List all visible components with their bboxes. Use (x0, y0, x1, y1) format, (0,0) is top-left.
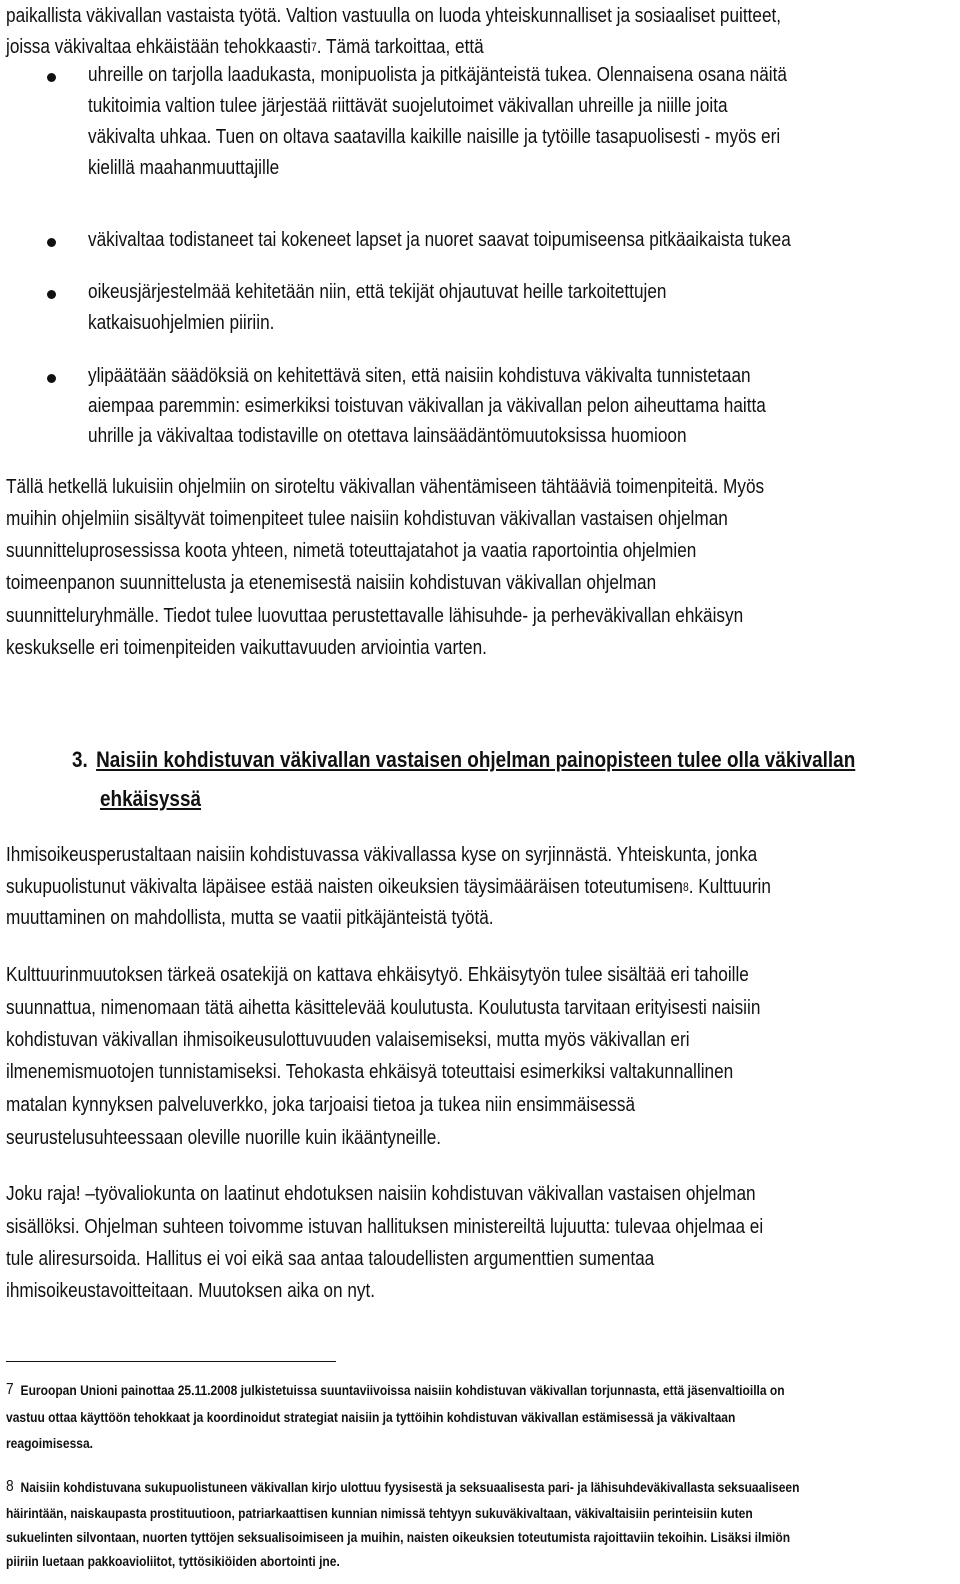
footnote-number: 8 (6, 1478, 14, 1495)
bullet-line: uhrille ja väkivaltaa todistaville on otettava lainsäädäntömuutoksissa huomioon (88, 425, 687, 447)
footnote-line: Naisiin kohdistuvana sukupuolistuneen väkivallan kirjo ulottuu fyysisestä ja seksuaalisesta pari- ja lähisuhdeväkivallasta seksuaaliseen (20, 1479, 800, 1495)
paragraph-text: sukupuolistunut väkivalta läpäisee estää naisten oikeuksien täysimääräisen toteutumisen (6, 876, 683, 898)
bullet-dot (47, 290, 56, 299)
paragraph-line: matalan kynnyksen palveluverkko, joka tarjoaisi tietoa ja tukea niin ensimmäisessä (6, 1094, 636, 1116)
section-title-line: ehkäisyssä (100, 786, 201, 811)
footnote-line: häirintään, naiskaupasta prostituutioon, patriarkaattisen kunnian nimissä tehtyyn sukuväkivaltaan, väkivaltaisiin perinteisiin kuten (6, 1505, 753, 1521)
bullet-line: aiempaa paremmin: esimerkiksi toistuvan väkivallan ja väkivallan pelon aiheuttama haitta (88, 395, 766, 417)
paragraph-line (6, 875, 771, 899)
bullet-line: katkaisuohjelmien piiriin. (88, 312, 275, 334)
intro-line (6, 35, 484, 59)
footnote-line: Euroopan Unioni painottaa 25.11.2008 julkistetuissa suuntaviivoissa naisiin kohdistuvan väkivallan torjunnasta, että jäsenvaltioilla on (20, 1382, 785, 1398)
footnote-8 (6, 1478, 799, 1496)
paragraph-line: seurustelusuhteessaan oleville nuorille kuin ikääntyneille. (6, 1127, 442, 1149)
bullet-dot (47, 238, 56, 247)
paragraph-line: toimeenpanon suunnittelusta ja etenemisestä naisiin kohdistuvan väkivallan ohjelman (6, 572, 657, 594)
paragraph-line: suunnitteluryhmälle. Tiedot tulee luovuttaa perustettavalle lähisuhde- ja perheväkivallan ehkäisyn (6, 605, 744, 627)
intro-line: paikallista väkivallan vastaista työtä. Valtion vastuulla on luoda yhteiskunnalliset ja sosiaaliset puitteet, (6, 5, 782, 27)
bullet-dot (47, 73, 56, 82)
paragraph-line: Kulttuurinmuutoksen tärkeä osatekijä on kattava ehkäisytyö. Ehkäisytyön tulee sisältää eri tahoille (6, 964, 749, 986)
intro-text: . Tämä tarkoittaa, että (316, 36, 484, 58)
section-number: 3. (72, 747, 88, 772)
footnote-number: 7 (6, 1381, 14, 1398)
paragraph-line: muihin ohjelmiin sisältyvät toimenpiteet tulee naisiin kohdistuvan väkivallan vastaisen ohjelman (6, 508, 728, 530)
paragraph-line: muuttaminen on mahdollista, mutta se vaatii pitkäjänteistä työtä. (6, 907, 494, 929)
bullet-line: väkivaltaa todistaneet tai kokeneet lapset ja nuoret saavat toipumiseensa pitkäaikaista tukea (88, 229, 791, 251)
paragraph-line: ilmenemismuotojen tunnistamiseksi. Tehokasta ehkäisyä toteuttaisi esimerkiksi valtakunnallinen (6, 1061, 734, 1083)
section-title-line: Naisiin kohdistuvan väkivallan vastaisen ohjelman painopisteen tulee olla väkivallan (96, 747, 856, 772)
footnote-line: sukuelinten silvontaan, nuorten tyttöjen seksualisoimiseen ja muihin, naisten oikeuksien toteutumista rajoittaviin tekoihin. Lisäksi ilmiön (6, 1529, 791, 1545)
paragraph-line: suunnattua, nimenomaan tätä aihetta käsittelevää koulutusta. Koulutusta tarvitaan erityisesti naisiin (6, 997, 761, 1019)
footnote-ref-8[interactable]: 8 (682, 880, 689, 894)
section-heading-cont (100, 785, 201, 813)
paragraph-line: tule aliresursoida. Hallitus ei voi eikä saa antaa taloudellisten argumenttien sumentaa (6, 1248, 655, 1270)
paragraph-line: Ihmisoikeusperustaltaan naisiin kohdistuvassa väkivallassa kyse on syrjinnästä. Yhteiskunta, jonka (6, 844, 758, 866)
bullet-line: väkivalta uhkaa. Tuen on oltava saatavilla kaikille naisille ja tytöille tasapuolisesti - myös eri (88, 126, 781, 148)
bullet-line: uhreille on tarjolla laadukasta, monipuolista ja pitkäjänteistä tukea. Olennaisena osana näitä (88, 64, 787, 86)
footnote-7 (6, 1381, 785, 1399)
bullet-dot (47, 374, 56, 383)
paragraph-line: keskukselle eri toimenpiteiden vaikuttavuuden arviointia varten. (6, 637, 487, 659)
footnote-line: piiriin luetaan pakkoavioliitot, tyttösikiöiden abortointi jne. (6, 1553, 340, 1569)
bullet-line: ylipäätään säädöksiä on kehitettävä siten, että naisiin kohdistuva väkivalta tunnistetaan (88, 365, 751, 387)
paragraph-line: suunnitteluprosessissa koota yhteen, nimetä toteuttajatahot ja vaatia raportointia ohjelmien (6, 540, 697, 562)
bullet-line: tukitoimia valtion tulee järjestää riittävät suojelutoimet väkivallan uhreille ja niille joita (88, 95, 728, 117)
bullet-line: kielillä maahanmuuttajille (88, 157, 280, 179)
paragraph-text: . Kulttuurin (688, 876, 771, 898)
footnote-ref-7[interactable]: 7 (311, 40, 317, 54)
footnote-line: vastuu ottaa käyttöön tehokkaat ja koordinoidut strategiat naisiin ja tyttöihin kohdistuvan väkivallan estämisessä ja väkivaltaan (6, 1409, 736, 1425)
paragraph-line: Joku raja! –työvaliokunta on laatinut ehdotuksen naisiin kohdistuvan väkivallan vastaisen ohjelman (6, 1183, 756, 1205)
paragraph-line: kohdistuvan väkivallan ihmisoikeusulottuvuuden valaisemiseksi, mutta myös väkivallan eri (6, 1029, 690, 1051)
paragraph-line: Tällä hetkellä lukuisiin ohjelmiin on siroteltu väkivallan vähentämiseen tähtääviä toimenpiteitä. Myös (6, 476, 765, 498)
paragraph-line: ihmisoikeustavoitteitaan. Muutoksen aika on nyt. (6, 1280, 376, 1302)
footnote-separator (6, 1361, 336, 1362)
footnote-line: reagoimisessa. (6, 1435, 94, 1451)
paragraph-line: sisällöksi. Ohjelman suhteen toivomme istuvan hallituksen ministereiltä lujuutta: tulevaa ohjelmaa ei (6, 1216, 764, 1238)
intro-text: joissa väkivaltaa ehkäistään tehokkaasti (6, 36, 312, 58)
bullet-line: oikeusjärjestelmää kehitetään niin, että tekijät ohjautuvat heille tarkoitettujen (88, 281, 667, 303)
